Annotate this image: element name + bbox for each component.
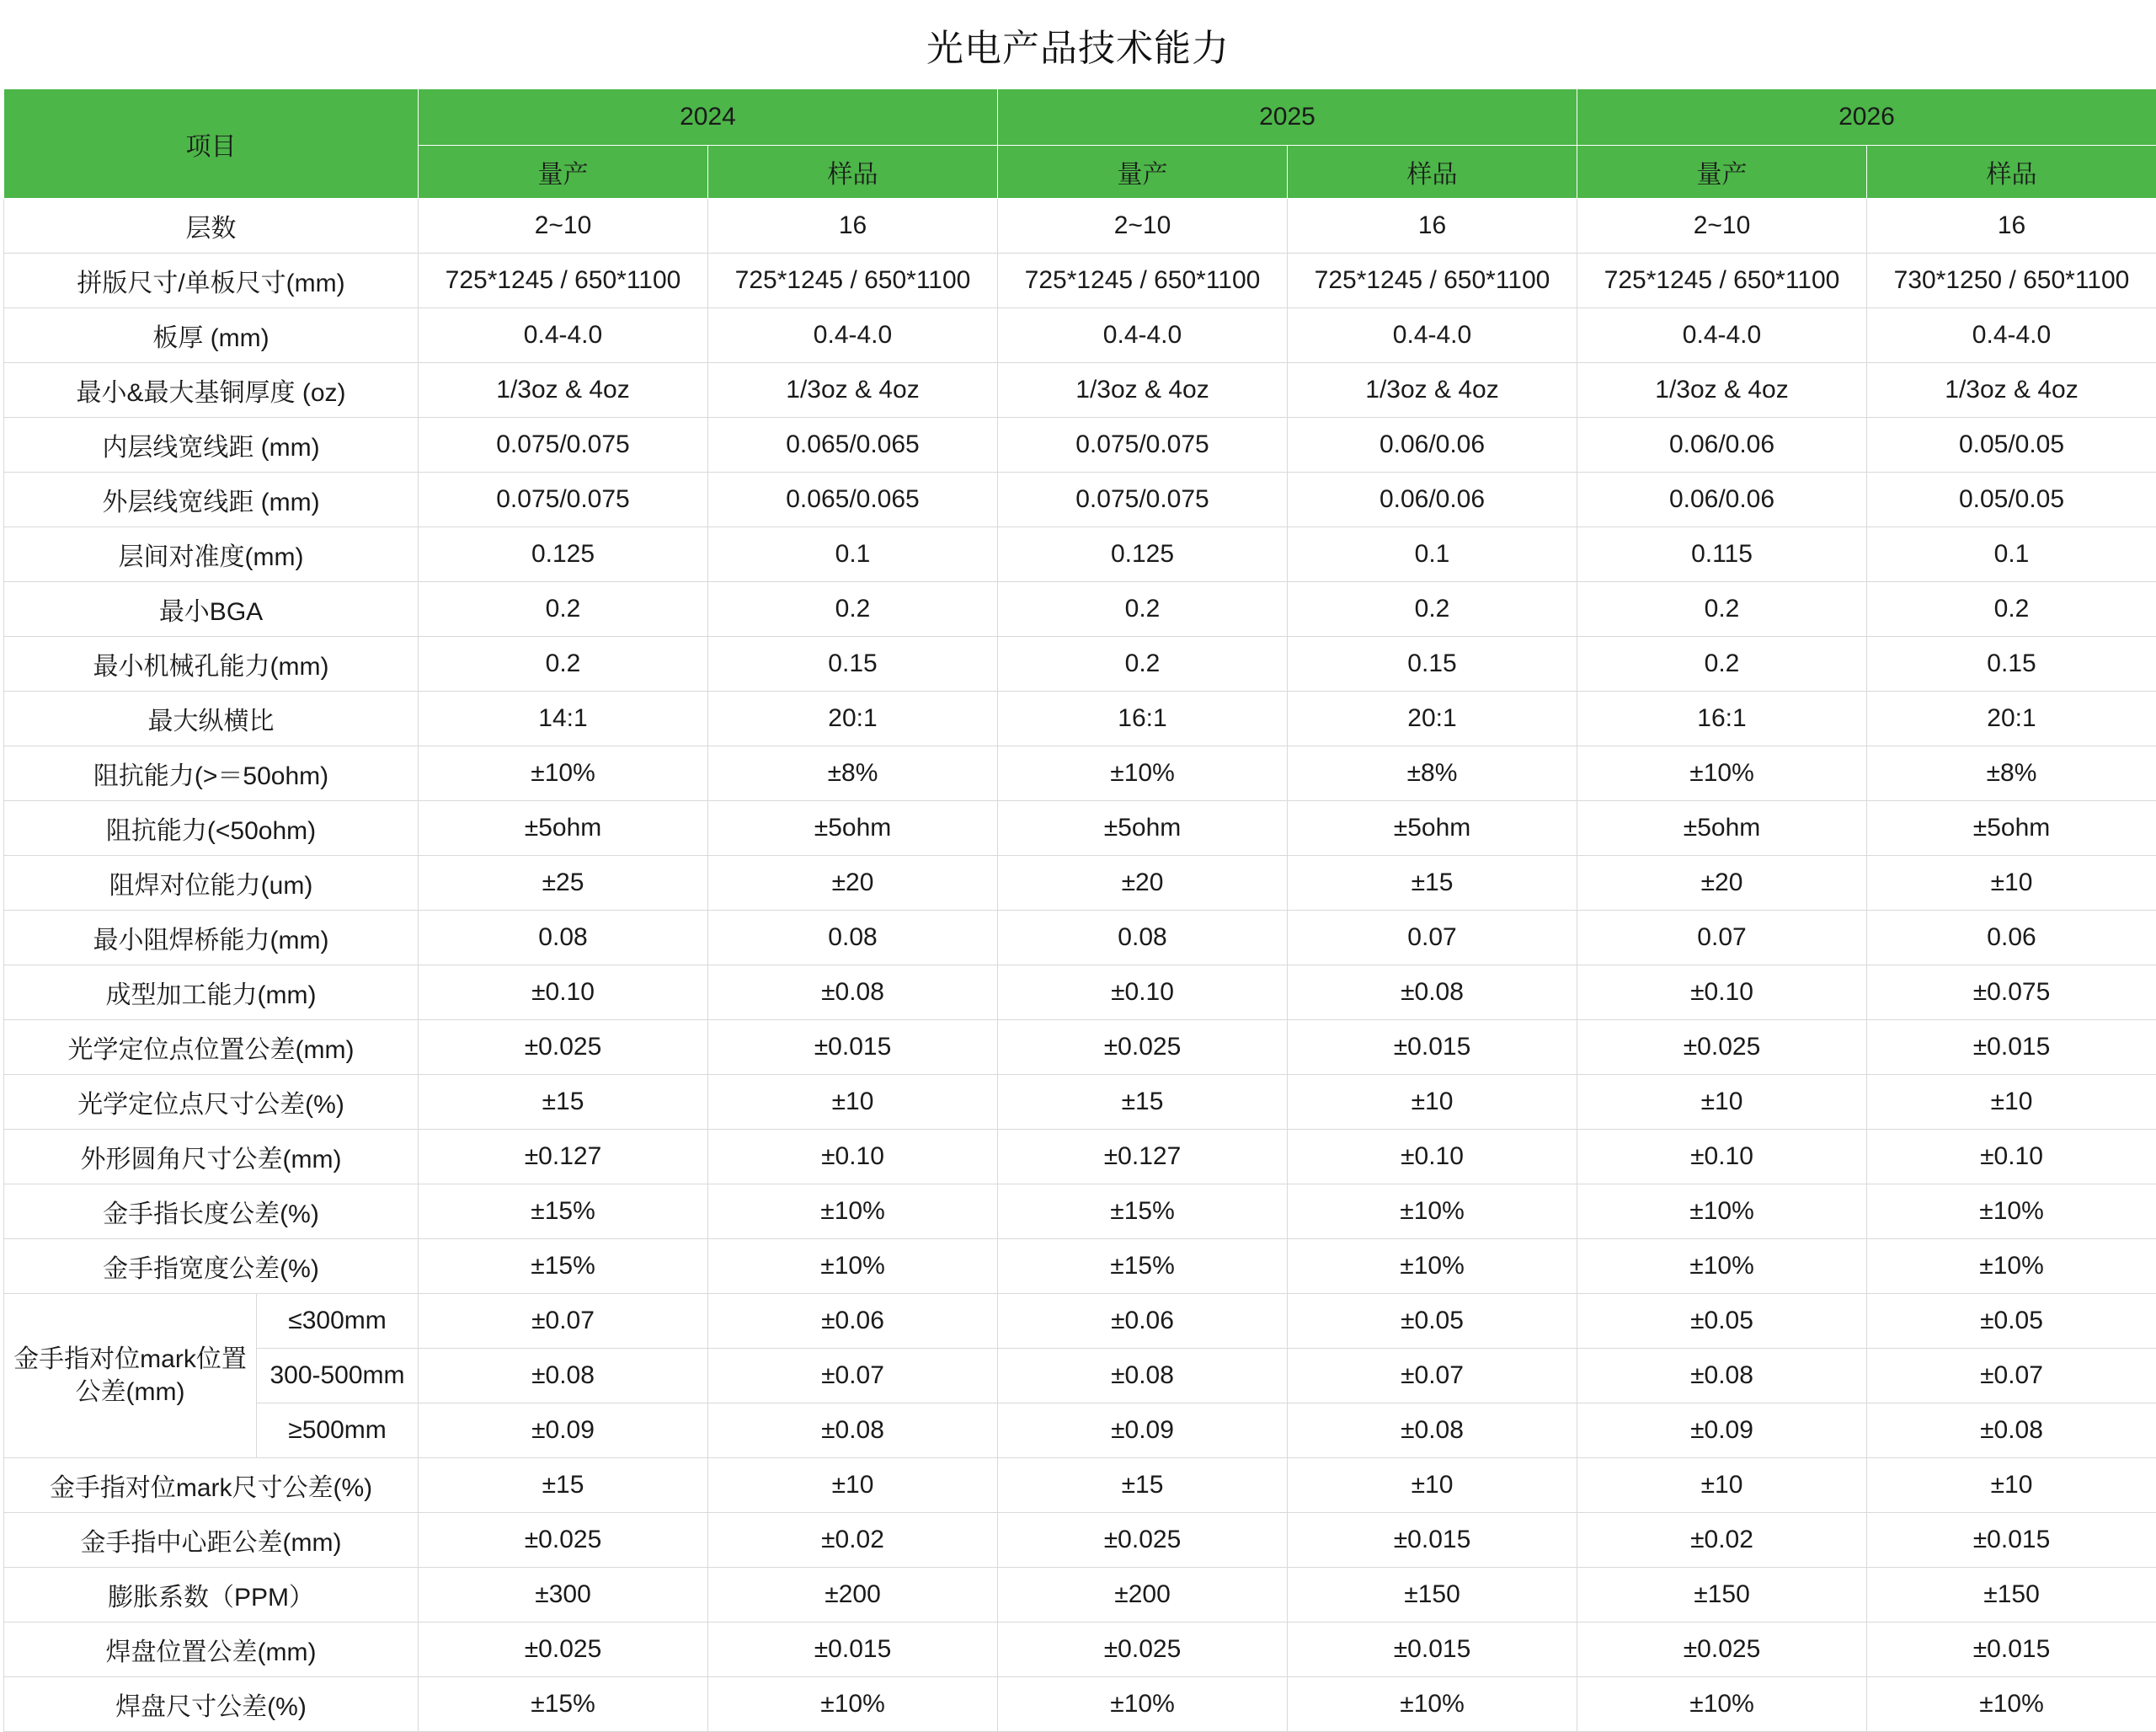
row-value: ±10 — [1867, 856, 2156, 911]
table-row — [4, 1677, 2156, 1732]
table-row — [4, 965, 2156, 1020]
row-value: ±0.08 — [998, 1349, 1288, 1403]
table-head — [4, 89, 2156, 199]
row-value: ±5ohm — [1288, 801, 1577, 856]
row-value: ±0.05 — [1288, 1294, 1577, 1349]
row-value: ±10% — [1288, 1239, 1577, 1294]
row-value: ±10% — [708, 1677, 998, 1732]
spec-table — [3, 88, 2156, 1732]
row-label: 成型加工能力(mm) — [4, 965, 419, 1020]
header-sub-3: 样品 — [1288, 146, 1577, 199]
row-value: ±0.10 — [1288, 1130, 1577, 1184]
row-value: 1/3oz & 4oz — [1577, 363, 1867, 418]
row-value: ±10% — [998, 746, 1288, 801]
row-value: ±10% — [998, 1677, 1288, 1732]
table-row — [4, 692, 2156, 746]
row-value: 0.075/0.075 — [419, 418, 708, 473]
row-value: 0.05/0.05 — [1867, 418, 2156, 473]
row-label: 最小阻焊桥能力(mm) — [4, 911, 419, 965]
row-value: ±0.127 — [419, 1130, 708, 1184]
row-value: ±8% — [708, 746, 998, 801]
row-value: ±0.09 — [419, 1403, 708, 1458]
row-value: ±15 — [1288, 856, 1577, 911]
row-value: 0.06/0.06 — [1288, 473, 1577, 527]
row-value: 0.07 — [1577, 911, 1867, 965]
header-sub-0: 量产 — [419, 146, 708, 199]
row-value: ±0.05 — [1577, 1294, 1867, 1349]
row-value: ±0.05 — [1867, 1294, 2156, 1349]
table-row — [4, 801, 2156, 856]
row-value: 0.15 — [1288, 637, 1577, 692]
row-value: ±150 — [1288, 1568, 1577, 1622]
row-sublabel: 300-500mm — [257, 1349, 419, 1403]
row-label: 金手指中心距公差(mm) — [4, 1513, 419, 1568]
row-label: 层数 — [4, 199, 419, 254]
row-sublabel: ≥500mm — [257, 1403, 419, 1458]
table-row — [4, 1075, 2156, 1130]
row-value: ±25 — [419, 856, 708, 911]
row-value: ±0.025 — [1577, 1622, 1867, 1677]
page-title: 光电产品技术能力 — [926, 18, 1230, 72]
row-value: ±0.07 — [419, 1294, 708, 1349]
row-value: ±150 — [1867, 1568, 2156, 1622]
table-row — [4, 746, 2156, 801]
row-value: ±15% — [419, 1677, 708, 1732]
table-row-grouped — [4, 1349, 2156, 1403]
row-value: 0.06/0.06 — [1288, 418, 1577, 473]
header-year-2026: 2026 — [1577, 89, 2156, 146]
row-value: 0.4-4.0 — [419, 308, 708, 363]
row-value: ±0.09 — [998, 1403, 1288, 1458]
row-value: ±0.015 — [708, 1020, 998, 1075]
row-value: ±0.08 — [1288, 1403, 1577, 1458]
row-value: 16:1 — [1577, 692, 1867, 746]
row-value: 0.4-4.0 — [1288, 308, 1577, 363]
table-row — [4, 199, 2156, 254]
row-value: ±0.025 — [998, 1513, 1288, 1568]
row-value: ±10% — [1577, 1239, 1867, 1294]
row-value: ±15 — [419, 1075, 708, 1130]
row-value: ±0.08 — [419, 1349, 708, 1403]
row-value: ±5ohm — [1577, 801, 1867, 856]
row-value: 0.2 — [1288, 582, 1577, 637]
row-value: 14:1 — [419, 692, 708, 746]
row-value: 0.07 — [1288, 911, 1577, 965]
row-value: ±0.06 — [998, 1294, 1288, 1349]
table-row — [4, 473, 2156, 527]
row-value: 0.2 — [998, 582, 1288, 637]
row-value: 16:1 — [998, 692, 1288, 746]
document-title-bar — [0, 0, 2156, 88]
row-value: 0.2 — [419, 637, 708, 692]
header-row-years — [4, 89, 2156, 146]
row-value: ±0.10 — [998, 965, 1288, 1020]
row-value: 0.05/0.05 — [1867, 473, 2156, 527]
row-label: 最大纵横比 — [4, 692, 419, 746]
row-value: ±10% — [1577, 746, 1867, 801]
row-value: 0.4-4.0 — [1867, 308, 2156, 363]
row-value: ±0.025 — [419, 1622, 708, 1677]
row-value: 20:1 — [708, 692, 998, 746]
row-value: ±15 — [998, 1075, 1288, 1130]
row-value: ±0.08 — [1867, 1403, 2156, 1458]
table-row-grouped — [4, 1403, 2156, 1458]
row-value: 0.06 — [1867, 911, 2156, 965]
row-value: ±0.025 — [419, 1020, 708, 1075]
row-value: ±10% — [419, 746, 708, 801]
row-value: 0.08 — [419, 911, 708, 965]
row-value: 0.2 — [708, 582, 998, 637]
row-value: ±10% — [708, 1239, 998, 1294]
row-value: 0.2 — [1577, 582, 1867, 637]
row-value: ±0.02 — [708, 1513, 998, 1568]
row-value: ±10 — [1288, 1458, 1577, 1513]
row-label: 外形圆角尺寸公差(mm) — [4, 1130, 419, 1184]
row-label: 板厚 (mm) — [4, 308, 419, 363]
header-sub-2: 量产 — [998, 146, 1288, 199]
row-label: 金手指宽度公差(%) — [4, 1239, 419, 1294]
row-value: ±0.015 — [1867, 1622, 2156, 1677]
row-value: 16 — [1288, 199, 1577, 254]
table-row — [4, 1568, 2156, 1622]
row-value: ±0.015 — [1288, 1622, 1577, 1677]
header-year-2025: 2025 — [998, 89, 1577, 146]
row-value: 0.125 — [419, 527, 708, 582]
row-value: 0.08 — [708, 911, 998, 965]
row-value: ±10% — [1867, 1239, 2156, 1294]
row-value: 0.065/0.065 — [708, 418, 998, 473]
row-value: 1/3oz & 4oz — [1288, 363, 1577, 418]
row-value: ±20 — [708, 856, 998, 911]
row-value: 0.06/0.06 — [1577, 473, 1867, 527]
row-value: ±0.025 — [419, 1513, 708, 1568]
row-value: ±150 — [1577, 1568, 1867, 1622]
header-sub-4: 量产 — [1577, 146, 1867, 199]
row-value: ±0.10 — [1577, 1130, 1867, 1184]
row-value: 1/3oz & 4oz — [1867, 363, 2156, 418]
row-label: 焊盘尺寸公差(%) — [4, 1677, 419, 1732]
row-value: ±10 — [708, 1075, 998, 1130]
table-row — [4, 1513, 2156, 1568]
row-value: 16 — [708, 199, 998, 254]
row-value: ±5ohm — [419, 801, 708, 856]
row-label: 焊盘位置公差(mm) — [4, 1622, 419, 1677]
row-value: ±0.07 — [708, 1349, 998, 1403]
row-value: ±10 — [1867, 1458, 2156, 1513]
table-row — [4, 911, 2156, 965]
table-row — [4, 1239, 2156, 1294]
row-value: ±8% — [1867, 746, 2156, 801]
row-value: 0.4-4.0 — [1577, 308, 1867, 363]
row-label: 内层线宽线距 (mm) — [4, 418, 419, 473]
row-value: ±0.015 — [1867, 1513, 2156, 1568]
row-value: ±10 — [1288, 1075, 1577, 1130]
row-value: ±15% — [419, 1239, 708, 1294]
row-value: 0.1 — [1288, 527, 1577, 582]
row-value: ±15% — [419, 1184, 708, 1239]
row-value: ±10% — [1288, 1677, 1577, 1732]
row-value: ±0.075 — [1867, 965, 2156, 1020]
row-value: 730*1250 / 650*1100 — [1867, 254, 2156, 308]
row-value: 0.15 — [1867, 637, 2156, 692]
row-value: ±10 — [1577, 1458, 1867, 1513]
table-row — [4, 363, 2156, 418]
row-value: ±10 — [708, 1458, 998, 1513]
row-value: ±5ohm — [1867, 801, 2156, 856]
row-value: ±200 — [998, 1568, 1288, 1622]
row-label: 金手指长度公差(%) — [4, 1184, 419, 1239]
row-value: ±5ohm — [708, 801, 998, 856]
row-value: ±0.02 — [1577, 1513, 1867, 1568]
row-value: ±0.015 — [1288, 1513, 1577, 1568]
row-value: 0.15 — [708, 637, 998, 692]
row-value: ±0.025 — [998, 1622, 1288, 1677]
row-label: 阻抗能力(>＝50ohm) — [4, 746, 419, 801]
table-row — [4, 1020, 2156, 1075]
row-label: 拼版尺寸/单板尺寸(mm) — [4, 254, 419, 308]
table-row — [4, 1622, 2156, 1677]
header-sub-5: 样品 — [1867, 146, 2156, 199]
row-value: ±8% — [1288, 746, 1577, 801]
row-value: ±0.08 — [708, 965, 998, 1020]
row-value: ±0.10 — [419, 965, 708, 1020]
row-value: 725*1245 / 650*1100 — [1288, 254, 1577, 308]
row-value: 0.2 — [1867, 582, 2156, 637]
row-value: 725*1245 / 650*1100 — [419, 254, 708, 308]
row-value: 1/3oz & 4oz — [998, 363, 1288, 418]
table-row — [4, 582, 2156, 637]
row-value: 20:1 — [1288, 692, 1577, 746]
row-value: ±10% — [1867, 1184, 2156, 1239]
row-value: 725*1245 / 650*1100 — [708, 254, 998, 308]
row-value: ±15% — [998, 1239, 1288, 1294]
row-value: ±5ohm — [998, 801, 1288, 856]
row-value: ±0.07 — [1867, 1349, 2156, 1403]
row-value: ±0.10 — [708, 1130, 998, 1184]
row-value: 0.065/0.065 — [708, 473, 998, 527]
row-value: ±0.025 — [1577, 1020, 1867, 1075]
row-label: 层间对准度(mm) — [4, 527, 419, 582]
row-value: ±15 — [998, 1458, 1288, 1513]
row-value: 2~10 — [419, 199, 708, 254]
row-label: 最小机械孔能力(mm) — [4, 637, 419, 692]
header-sub-1: 样品 — [708, 146, 998, 199]
table-row — [4, 1130, 2156, 1184]
row-value: 0.115 — [1577, 527, 1867, 582]
header-item: 项目 — [4, 89, 419, 199]
row-value: ±300 — [419, 1568, 708, 1622]
row-value: ±15% — [998, 1184, 1288, 1239]
row-value: 0.2 — [419, 582, 708, 637]
row-value: 0.06/0.06 — [1577, 418, 1867, 473]
table-row — [4, 1184, 2156, 1239]
row-label: 最小&最大基铜厚度 (oz) — [4, 363, 419, 418]
row-value: ±0.015 — [1288, 1020, 1577, 1075]
row-value: 2~10 — [1577, 199, 1867, 254]
row-value: 0.075/0.075 — [998, 418, 1288, 473]
row-value: 1/3oz & 4oz — [708, 363, 998, 418]
row-value: ±10 — [1577, 1075, 1867, 1130]
table-row — [4, 418, 2156, 473]
row-value: 725*1245 / 650*1100 — [1577, 254, 1867, 308]
row-value: ±200 — [708, 1568, 998, 1622]
row-value: 0.2 — [1577, 637, 1867, 692]
row-value: ±15 — [419, 1458, 708, 1513]
row-label: 光学定位点尺寸公差(%) — [4, 1075, 419, 1130]
row-value: ±0.08 — [1577, 1349, 1867, 1403]
row-label: 最小BGA — [4, 582, 419, 637]
table-body — [4, 199, 2156, 1732]
row-label: 光学定位点位置公差(mm) — [4, 1020, 419, 1075]
row-sublabel: ≤300mm — [257, 1294, 419, 1349]
row-value: ±0.015 — [1867, 1020, 2156, 1075]
row-value: ±0.09 — [1577, 1403, 1867, 1458]
row-value: 20:1 — [1867, 692, 2156, 746]
row-value: 0.125 — [998, 527, 1288, 582]
row-label: 金手指对位mark尺寸公差(%) — [4, 1458, 419, 1513]
row-value: ±0.07 — [1288, 1349, 1577, 1403]
row-value: ±0.06 — [708, 1294, 998, 1349]
row-label: 阻抗能力(<50ohm) — [4, 801, 419, 856]
row-value: ±20 — [1577, 856, 1867, 911]
table-row — [4, 308, 2156, 363]
row-value: ±0.08 — [1288, 965, 1577, 1020]
row-value: ±0.10 — [1867, 1130, 2156, 1184]
row-value: 0.1 — [708, 527, 998, 582]
row-value: 0.4-4.0 — [708, 308, 998, 363]
row-value: 16 — [1867, 199, 2156, 254]
row-value: ±0.015 — [708, 1622, 998, 1677]
row-value: ±10% — [1867, 1677, 2156, 1732]
table-row — [4, 637, 2156, 692]
row-value: ±10% — [1288, 1184, 1577, 1239]
row-value: 1/3oz & 4oz — [419, 363, 708, 418]
row-value: ±0.127 — [998, 1130, 1288, 1184]
row-value: 0.2 — [998, 637, 1288, 692]
row-value: 2~10 — [998, 199, 1288, 254]
row-value: 0.08 — [998, 911, 1288, 965]
table-row — [4, 1458, 2156, 1513]
table-row — [4, 856, 2156, 911]
row-value: 0.075/0.075 — [419, 473, 708, 527]
table-row — [4, 254, 2156, 308]
row-value: 0.4-4.0 — [998, 308, 1288, 363]
row-value: 725*1245 / 650*1100 — [998, 254, 1288, 308]
row-value: ±0.10 — [1577, 965, 1867, 1020]
row-label-grouped: 金手指对位mark位置公差(mm) — [4, 1294, 257, 1458]
row-value: ±0.08 — [708, 1403, 998, 1458]
row-label: 膨胀系数（PPM） — [4, 1568, 419, 1622]
row-value: ±10% — [1577, 1184, 1867, 1239]
row-label: 外层线宽线距 (mm) — [4, 473, 419, 527]
row-value: ±0.025 — [998, 1020, 1288, 1075]
row-value: 0.1 — [1867, 527, 2156, 582]
row-value: ±20 — [998, 856, 1288, 911]
row-label: 阻焊对位能力(um) — [4, 856, 419, 911]
row-value: ±10% — [708, 1184, 998, 1239]
row-value: 0.075/0.075 — [998, 473, 1288, 527]
header-year-2024: 2024 — [419, 89, 998, 146]
row-value: ±10% — [1577, 1677, 1867, 1732]
table-row-grouped — [4, 1294, 2156, 1349]
row-value: ±10 — [1867, 1075, 2156, 1130]
table-row — [4, 527, 2156, 582]
